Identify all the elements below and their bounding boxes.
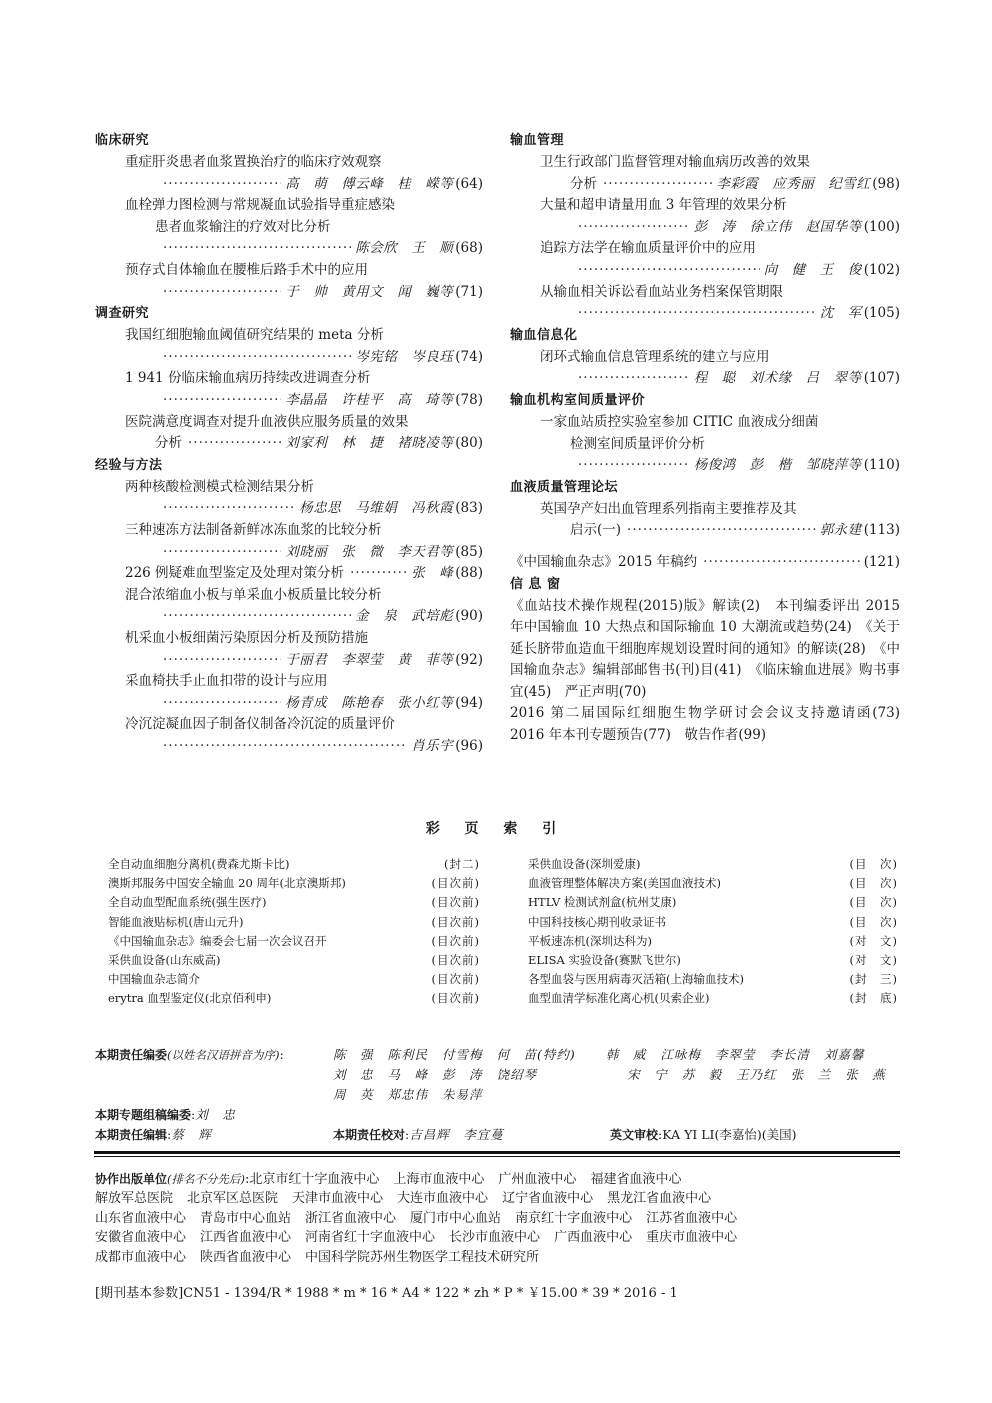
publisher-name: 北京军区总医院 [187, 1191, 279, 1207]
color-index-name: HTLV 检测试剂盒(杭州艾康) [528, 895, 677, 910]
editor-name: 周 英 [333, 1087, 374, 1102]
article-title: 英国孕产妇出血管理系列指南主要推荐及其 [540, 500, 797, 517]
page-number: (80) [455, 435, 483, 452]
board-names-row-2 [333, 1069, 900, 1082]
leader-dots [163, 654, 281, 668]
article-author-line [95, 390, 483, 412]
section-heading: 输血信息化 [510, 327, 578, 343]
english-value: KA YI LI(李嘉怡)(美国) [662, 1127, 797, 1142]
article-title: 1 941 份临床输血病历持续改进调查分析 [125, 370, 371, 387]
editor-name: 马 峰 [387, 1067, 429, 1082]
article-title: 从输血相关诉讼看血站业务档案保管期限 [540, 283, 783, 300]
page-number: (92) [455, 651, 483, 668]
article-title: 预存式自体输血在腰椎后路手术中的应用 [125, 261, 368, 278]
page-number: (78) [455, 391, 483, 408]
article-author-line [510, 368, 900, 390]
color-index-position: (对 文) [849, 933, 898, 948]
leader-dots [163, 740, 407, 754]
page-number: (71) [455, 283, 483, 300]
editor-name: 韩 威 [605, 1047, 647, 1062]
info-window-para-2: 2016 第二届国际红细胞生物学研讨会会议支持邀请函(73) 2016 年本刊专题预告(77) 敬告作者(99) [510, 705, 914, 744]
color-index-position: (目 次) [849, 857, 898, 871]
title-continuation: 分析 [155, 435, 182, 452]
publishers-block [95, 1170, 901, 1267]
color-index-item [528, 932, 898, 951]
color-index-name: 平板速冻机(深圳达科为) [528, 933, 652, 948]
article-authors: 张 峰 [411, 565, 454, 582]
article-author-line [510, 260, 900, 282]
info-window-para-1: 《血站技术操作规程(2015)版》解读(2) 本刊编委评出 2015 年中国输血 10 大热点和国际输血 10 大潮流或趋势(24) 《关于延长脐带血造血干细胞库规划设置时间的通知》的解读(28) 《中国输血杂志》编辑部邮售书(刊)目(41) 《临床输血进展》购书事宜(45) 严正声明(70) [510, 597, 900, 700]
leader-dots [163, 394, 281, 408]
leader-dots [578, 372, 690, 386]
article-title: 两种核酸检测模式检测结果分析 [125, 478, 314, 495]
article-title: 追踪方法学在输血质量评价中的应用 [540, 240, 756, 257]
color-index-name: 各型血袋与医用病毒灭活箱(上海输血技术) [528, 972, 744, 987]
divider-thin [94, 1156, 900, 1157]
article-title: 重症肝炎患者血浆置换治疗的临床疗效观察 [125, 154, 382, 170]
publisher-name: 陕西省血液中心 [200, 1249, 292, 1265]
publisher-name: 浙江省血液中心 [305, 1210, 397, 1226]
color-index-right [528, 855, 898, 1009]
editor-name: 郑忠伟 [387, 1087, 429, 1102]
toc-left-column [95, 130, 483, 757]
color-index-title: 彩 页 索 引 [425, 821, 567, 837]
page-number: (107) [863, 370, 900, 387]
article-author-line [95, 282, 483, 304]
spacer [510, 542, 900, 552]
board-names-row-1 [333, 1049, 878, 1062]
article-authors: 李彩霞 应秀丽 纪雪红 [716, 175, 871, 192]
section-heading: 输血管理 [510, 133, 565, 148]
publisher-name: 黑龙江省血液中心 [607, 1191, 712, 1207]
journal-parameters [95, 1287, 678, 1300]
publisher-name: 南京红十字血液中心 [515, 1210, 633, 1226]
publishers-row-4 [95, 1228, 901, 1247]
color-index-item [108, 970, 480, 989]
color-index-item [108, 893, 480, 912]
leader-dots [163, 351, 351, 365]
color-index-position: (目次前) [431, 952, 480, 967]
color-index-position: (目次前) [431, 972, 480, 987]
article-authors: 陈会欣 王 顺 [355, 240, 454, 257]
publisher-name: 重庆市血液中心 [646, 1230, 738, 1246]
leader-dots [163, 546, 281, 560]
section-heading: 经验与方法 [95, 457, 163, 473]
publisher-name: 广州血液中心 [498, 1172, 577, 1187]
leader-dots [163, 242, 351, 256]
topic-label: 本期专题组稿编委 [95, 1108, 192, 1122]
leader-dots [163, 697, 281, 711]
section-heading: 血液质量管理论坛 [510, 479, 619, 495]
page-number: (113) [863, 522, 900, 539]
article-title: 卫生行政部门监督管理对输血病历改善的效果 [540, 154, 810, 170]
article-title: 大量和超申请量用血 3 年管理的效果分析 [540, 197, 787, 214]
publishers-row-1: 协作出版单位(排名不分先后):北京市红十字血液中心 上海市血液中心 广州血液中心 福建省血液中心 [95, 1172, 682, 1187]
page-number: (74) [455, 348, 483, 365]
article-title: 《中国输血杂志》2015 年稿约 [510, 553, 698, 570]
page-number: (90) [455, 608, 483, 625]
responsible-editor: 本期责任编辑:蔡 辉 [95, 1127, 212, 1142]
leader-dots [578, 264, 760, 278]
title-continuation: 分析 [570, 175, 597, 192]
publisher-name: 河南省红十字血液中心 [305, 1230, 436, 1246]
color-index-item [528, 951, 898, 970]
editor-name: 李翠莹 [714, 1047, 756, 1062]
editor-name: 张 兰 [790, 1067, 832, 1082]
board-label: 本期责任编委 [95, 1048, 168, 1062]
color-index-item [108, 913, 480, 932]
leader-dots [603, 178, 712, 192]
color-index-name: 采供血设备(山东威高) [108, 952, 221, 967]
publisher-name: 解放军总医院 [95, 1191, 174, 1207]
color-index-position: (目 次) [849, 914, 898, 929]
publishers-row-2 [95, 1189, 901, 1208]
article-authors: 金 泉 武培彪 [355, 608, 454, 625]
publisher-name: 厦门市中心血站 [410, 1210, 502, 1226]
article-authors: 于丽君 李翠莹 黄 菲等 [285, 651, 454, 668]
article-author-line [95, 174, 483, 196]
publishers-row-3 [95, 1209, 901, 1228]
publishers-row-5 [95, 1248, 901, 1267]
color-index-item [108, 932, 480, 951]
section-heading: 输血机构室间质量评价 [510, 392, 646, 408]
color-index-left [108, 855, 480, 1009]
article-title: 医院满意度调查对提升血液供应服务质量的效果 [125, 413, 409, 430]
color-index-name: 全自动血细胞分离机(费森尤斯卡比) [108, 857, 290, 871]
page-number: (98) [872, 175, 900, 192]
publisher-name: 北京市红十字血液中心 [249, 1172, 380, 1187]
title-continuation: 启示(一) [570, 522, 622, 539]
article-author-line [95, 498, 483, 520]
article-title: 226 例疑难血型鉴定及处理对策分析 [125, 565, 345, 582]
editor-name: 刘嘉馨 [823, 1047, 865, 1062]
editor-name: 饶绍琴 [496, 1067, 538, 1082]
page-number: (64) [455, 175, 483, 192]
color-index-item [528, 913, 898, 932]
article-author-line [510, 303, 900, 325]
article-authors: 高 萌 傅云峰 桂 嵘等 [285, 175, 454, 192]
publisher-name: 上海市血液中心 [393, 1172, 485, 1187]
article-title: 闭环式输血信息管理系统的建立与应用 [540, 348, 770, 365]
article-title: 我国红细胞输血阈值研究结果的 meta 分析 [125, 327, 384, 344]
color-index-name: 血型血清学标准化离心机(贝索企业) [528, 991, 710, 1006]
leader-dots [188, 437, 281, 451]
publisher-name: 山东省血液中心 [95, 1210, 187, 1226]
leader-dots [627, 524, 816, 538]
color-index-item [108, 951, 480, 970]
article-author-line [95, 693, 483, 715]
editor-name: 苏 毅 [681, 1067, 723, 1082]
toc-right-column [510, 130, 914, 747]
color-index-item [528, 855, 898, 874]
color-index-name: 采供血设备(深圳爱康) [528, 857, 641, 871]
editor-name: 陈 强 [333, 1047, 374, 1062]
publisher-name: 青岛市中心血站 [200, 1210, 292, 1226]
article-authors: 向 健 王 俊 [763, 262, 862, 279]
article-title: 机采血小板细菌污染原因分析及预防措施 [125, 629, 368, 646]
color-index-position: (目次前) [431, 933, 480, 948]
article-authors: 杨青成 陈艳春 张小红等 [285, 694, 454, 711]
color-index-item [108, 855, 480, 874]
article-author-line [95, 736, 483, 758]
editor-name: 何 苗(特约) [496, 1047, 576, 1062]
editor-label: 本期责任编辑 [95, 1128, 168, 1142]
page-number: (88) [455, 565, 483, 582]
editor-value: 蔡 辉 [171, 1127, 212, 1142]
color-index-name: 全自动血型配血系统(强生医疗) [108, 895, 267, 910]
color-index-position: (目 次) [849, 876, 898, 891]
article-author-line [95, 347, 483, 369]
leader-dots [578, 307, 816, 321]
leader-dots [578, 459, 690, 473]
article-author-line [510, 455, 900, 477]
leader-dots [578, 221, 690, 235]
article-title: 三种速冻方法制备新鲜冰冻血浆的比较分析 [125, 521, 382, 538]
params-label: [期刊基本参数] [95, 1286, 184, 1301]
editor-name: 张 燕 [845, 1067, 886, 1082]
editor-name: 宋 宁 [627, 1067, 668, 1082]
editor-name: 陈利民 [387, 1047, 429, 1062]
article-author-line [95, 606, 483, 628]
publisher-name: 辽宁省血液中心 [502, 1191, 594, 1207]
article-authors: 于 帅 黄用文 闻 巍等 [285, 283, 454, 300]
article-author-line [95, 238, 483, 260]
article-authors: 岑宪铭 岑良珏 [355, 348, 454, 365]
color-index-item [528, 893, 898, 912]
article-author-line [510, 217, 900, 239]
article-authors: 李晶晶 许桂平 高 琦等 [285, 391, 454, 408]
params-value: CN51 - 1394/R * 1988 * m * 16 * A4 * 122 * zh * P * ￥15.00 * 39 * 2016 - 1 [183, 1286, 678, 1301]
page-number: (100) [863, 218, 900, 235]
publisher-name: 天津市血液中心 [292, 1191, 384, 1207]
article-authors: 杨俊鸿 彭 楷 邹晓萍等 [693, 457, 862, 474]
publisher-name: 江西省血液中心 [200, 1230, 292, 1246]
leader-dots [163, 286, 281, 300]
article-title: 冷沉淀凝血因子制备仪制备冷沉淀的质量评价 [125, 716, 395, 733]
page-number: (94) [455, 694, 483, 711]
page-number: (121) [863, 553, 900, 570]
leader-dots [163, 610, 351, 624]
article-author-line [510, 520, 900, 542]
publisher-name: 大连市血液中心 [397, 1191, 489, 1207]
article-authors: 肖乐宇 [411, 737, 454, 754]
publishers-label: 协作出版单位 [95, 1172, 168, 1186]
publisher-name: 中国科学院苏州生物医学工程技术研究所 [305, 1249, 540, 1265]
color-index-position: (对 文) [849, 952, 898, 967]
leader-dots [703, 556, 862, 570]
editor-name: 彭 涛 [442, 1067, 483, 1082]
proof-label: 本期责任校对 [333, 1128, 406, 1142]
color-index-name: 澳斯邦服务中国安全输血 20 周年(北京澳斯邦) [108, 876, 346, 891]
color-index-position: (封 底) [849, 991, 898, 1006]
board-sub: (以姓名汉语拼音为序) [167, 1048, 280, 1062]
publishers-sub: (排名不分先后) [167, 1172, 245, 1186]
editor-name: 王乃红 [736, 1067, 777, 1082]
color-index-item [528, 970, 898, 989]
publisher-name: 广西血液中心 [554, 1230, 633, 1246]
article-title: 检测室间质量评价分析 [570, 435, 705, 452]
page-number: (102) [863, 262, 900, 279]
topic-editor: 本期专题组稿编委:刘 忠 [95, 1107, 236, 1122]
page-number: (110) [863, 457, 900, 474]
color-index-item [528, 989, 898, 1008]
color-index-name: ELISA 实验设备(赛默飞世尔) [528, 952, 681, 967]
color-index-position: (目 次) [849, 895, 898, 910]
article-authors: 杨忠思 马维娟 冯秋霞 [299, 500, 454, 517]
section-heading: 临床研究 [95, 133, 150, 148]
article-title: 血栓弹力图检测与常规凝血试验指导重症感染 [125, 197, 395, 214]
proof-value: 吉昌辉 李宜蔓 [409, 1127, 504, 1142]
color-index-item [108, 874, 480, 893]
article-authors: 刘家利 林 捷 褚晓凌等 [285, 435, 454, 452]
article-title: 患者血浆输注的疗效对比分析 [155, 218, 331, 235]
page-number: (105) [863, 305, 900, 322]
article-title: 一家血站质控实验室参加 CITIC 血液成分细菌 [540, 413, 819, 430]
publisher-name: 成都市血液中心 [95, 1249, 187, 1265]
article-author-line [95, 542, 483, 564]
color-index-position: (目次前) [431, 895, 480, 910]
article-author-line [510, 174, 900, 196]
english-label: 英文审校 [610, 1128, 659, 1142]
editor-name: 李长清 [769, 1047, 810, 1062]
article-authors: 程 聪 刘术缘 吕 翠等 [693, 370, 862, 387]
editor-name: 江咏梅 [660, 1047, 701, 1062]
article-author-line [95, 563, 483, 585]
color-index-item [528, 874, 898, 893]
publisher-name: 长沙市血液中心 [449, 1230, 541, 1246]
page-number: (85) [455, 543, 483, 560]
article-authors: 彭 涛 徐立伟 赵国华等 [693, 218, 862, 235]
color-index-item [108, 989, 480, 1008]
color-index-position: (封 三) [849, 972, 898, 987]
publisher-name: 福建省血液中心 [590, 1172, 682, 1187]
article-authors: 刘晓丽 张 微 李天君等 [285, 543, 454, 560]
section-heading: 信 息 窗 [510, 576, 561, 592]
board-names-row-3 [333, 1089, 497, 1102]
color-index-name: erytra 血型鉴定仪(北京佰利申) [108, 991, 272, 1006]
page-number: (96) [455, 737, 483, 754]
section-heading: 调查研究 [95, 306, 150, 322]
article-title: 混合浓缩血小板与单采血小板质量比较分析 [125, 586, 382, 603]
article-authors: 沈 军 [819, 305, 862, 322]
color-index-name: 中国科技核心期刊收录证书 [528, 914, 666, 929]
leader-dots [163, 502, 295, 516]
article-title: 采血椅扶手止血扣带的设计与应用 [125, 673, 328, 690]
color-index-position: (封二) [444, 857, 480, 871]
editorial-board-row-1: 本期责任编委(以姓名汉语拼音为序): [95, 1047, 284, 1062]
color-index-position: (目次前) [431, 876, 480, 891]
article-author-line [510, 552, 900, 574]
editor-name: 朱易萍 [442, 1087, 483, 1102]
editor-name: 付雪梅 [442, 1047, 483, 1062]
article-author-line [95, 649, 483, 671]
color-index-position: (目次前) [431, 914, 480, 929]
page-number: (68) [455, 240, 483, 257]
leader-dots [350, 567, 407, 581]
divider-thick [94, 1151, 900, 1154]
color-index-name: 《中国输血杂志》编委会七届一次会议召开 [108, 933, 327, 948]
color-index-name: 中国输血杂志简介 [108, 972, 200, 987]
publisher-name: 江苏省血液中心 [646, 1210, 738, 1226]
article-author-line [95, 433, 483, 455]
article-authors: 郭永建 [819, 522, 862, 539]
leader-dots [163, 178, 281, 192]
publisher-name: 安徽省血液中心 [95, 1230, 187, 1246]
proofreader: 本期责任校对:吉昌辉 李宜蔓 [333, 1127, 504, 1142]
page-number: (83) [455, 500, 483, 517]
topic-value: 刘 忠 [195, 1107, 236, 1122]
editor-name: 刘 忠 [333, 1067, 374, 1082]
color-index-name: 智能血液贴标机(唐山元升) [108, 914, 244, 929]
color-index-name: 血液管理整体解决方案(美国血液技术) [528, 876, 721, 891]
color-index-position: (目次前) [431, 991, 480, 1006]
english-reviewer: 英文审校:KA YI LI(李嘉怡)(美国) [610, 1127, 797, 1142]
